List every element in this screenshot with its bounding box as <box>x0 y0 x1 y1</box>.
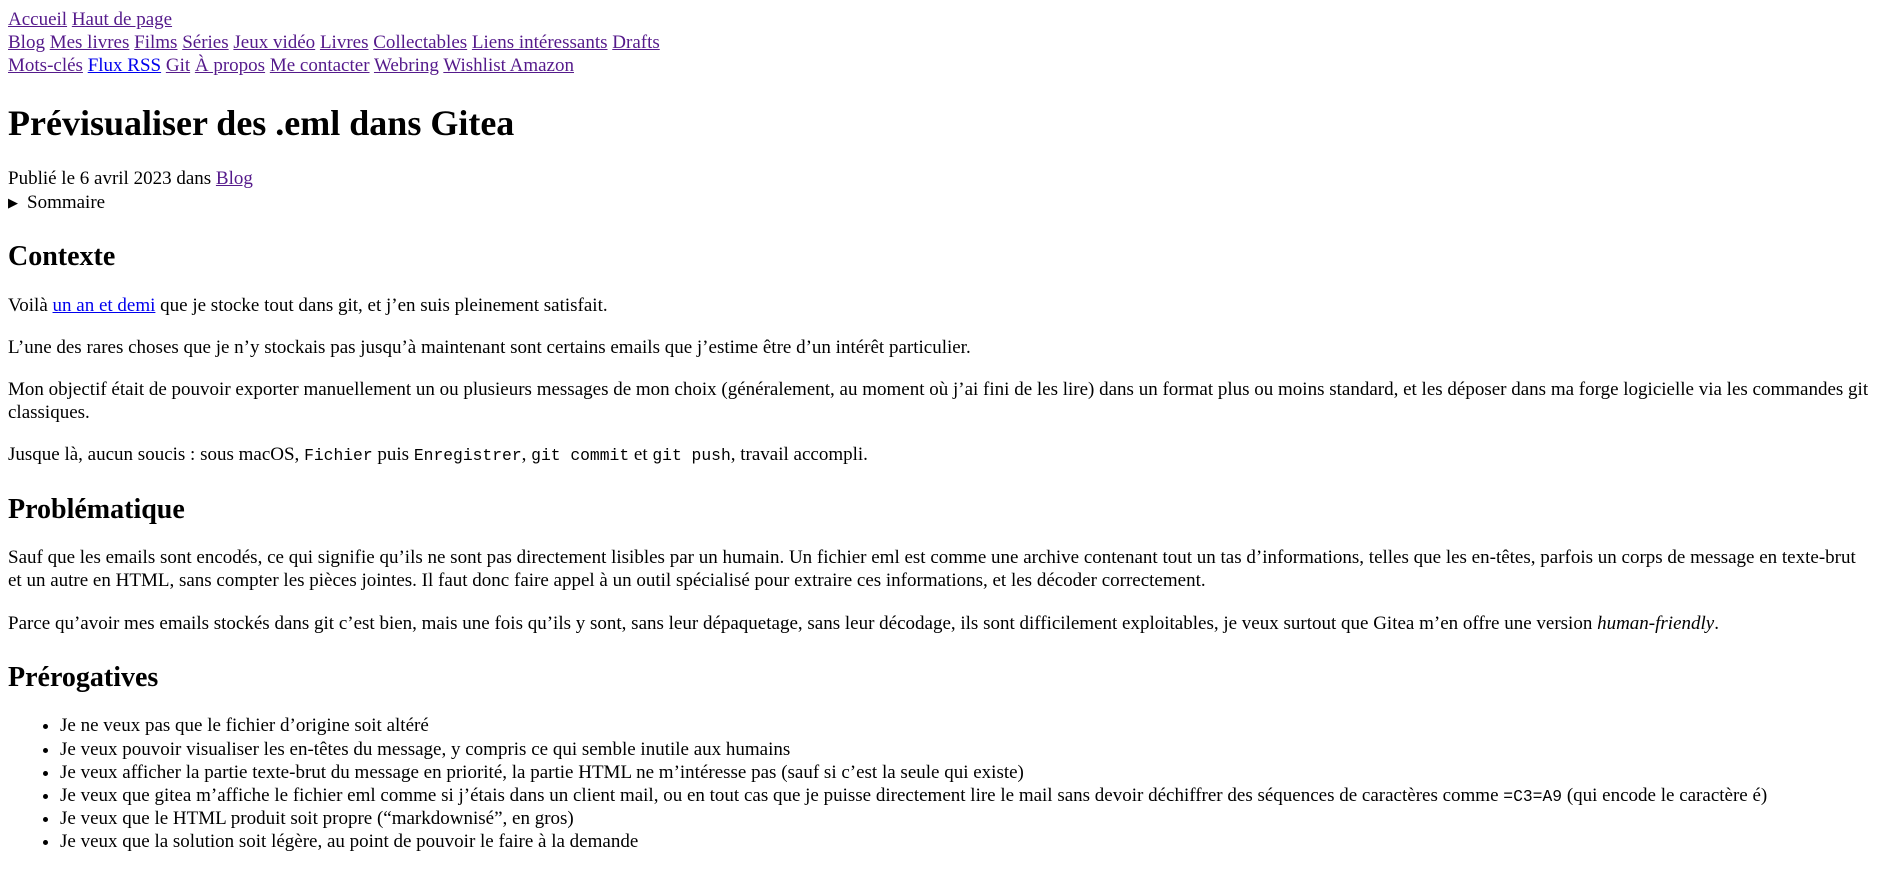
text-segment: Jusque là, aucun soucis : sous macOS, <box>8 444 305 466</box>
nav-link-collectables[interactable]: Collectables <box>373 32 468 54</box>
nav-row-2 <box>8 31 1869 54</box>
list-item <box>60 784 1869 807</box>
published-line <box>8 167 1869 190</box>
emphasis-human-friendly: human-friendly <box>1597 612 1715 634</box>
paragraph-rares-choses: L’une des rares choses que je n’y stockais pas jusqu’à maintenant sont certains emails que j’estime être d’un intérêt particulier. <box>8 336 971 358</box>
list-item: • Je veux afficher la partie texte-brut du message en priorité, la partie HTML ne m’intéresse pas (sauf si c’est la seule qui existe) <box>60 761 1869 784</box>
code-fichier: Fichier <box>304 446 373 466</box>
nav-link-wishlist-amazon[interactable]: Wishlist Amazon <box>443 55 574 77</box>
text-segment: , <box>521 444 532 466</box>
prerogatives-list <box>8 714 1869 853</box>
paragraph-parce-que <box>8 612 1869 635</box>
nav-link-livres[interactable]: Livres <box>319 32 369 54</box>
nav-row-1 <box>8 8 1869 31</box>
text-segment: que je stocke tout dans git, et j’en suis pleinement satisfait. <box>155 294 608 316</box>
text-segment: Je veux que gitea m’affiche le fichier eml comme si j’étais dans un client mail, ou en tout cas que je puisse directement lire le mail sans devoir déchiffrer des séquences de caractères comme <box>60 784 1504 806</box>
page-title: Prévisualiser des .eml dans Gitea <box>8 102 515 143</box>
list-item: • Je veux pouvoir visualiser les en-têtes du message, y compris ce qui semble inutile aux humains <box>60 738 1869 761</box>
disclosure-triangle-icon: ▶ <box>8 195 18 210</box>
top-navigation <box>8 8 1869 78</box>
nav-link-films[interactable]: Films <box>134 32 178 54</box>
link-un-an-et-demi[interactable]: un an et demi <box>52 294 156 316</box>
text-segment: , travail accompli. <box>730 444 868 466</box>
nav-link-a-propos[interactable]: À propos <box>194 55 266 77</box>
code-enregistrer: Enregistrer <box>413 446 522 466</box>
nav-link-drafts[interactable]: Drafts <box>612 32 660 54</box>
nav-link-series[interactable]: Séries <box>182 32 229 54</box>
section-prerogatives <box>8 661 1869 854</box>
text-segment: Parce qu’avoir mes emails stockés dans git c’est bien, mais une fois qu’ils y sont, sans leur dépaquetage, sans leur décodage, ils sont difficilement exploitables, je veux surtout que Gitea m’en offre une version <box>8 612 1598 634</box>
nav-link-mes-livres[interactable]: Mes livres <box>49 32 130 54</box>
code-git-commit: git commit <box>531 446 630 466</box>
text-segment: puis <box>372 444 414 466</box>
text-segment: . <box>1714 612 1719 634</box>
code-quoted-printable: =C3=A9 <box>1503 786 1563 806</box>
nav-link-jeux-video[interactable]: Jeux vidéo <box>233 32 316 54</box>
list-item: • Je ne veux pas que le fichier d’origine soit altéré <box>60 714 1869 737</box>
paragraph-objectif: Mon objectif était de pouvoir exporter manuellement un ou plusieurs messages de mon choix (généralement, au moment où j’ai fini de les lire) dans un format plus ou moins standard, et les déposer dans ma forge logicielle via les commandes git classiques. <box>8 379 1869 424</box>
nav-link-accueil[interactable]: Accueil <box>8 9 68 30</box>
nav-link-mots-cles[interactable]: Mots-clés <box>8 55 83 77</box>
code-git-push: git push <box>652 446 731 466</box>
article <box>8 103 1869 854</box>
paragraph-voila <box>8 294 1869 317</box>
nav-link-blog[interactable]: Blog <box>8 32 45 54</box>
table-of-contents <box>8 191 1869 214</box>
toc-label: Sommaire <box>27 192 106 213</box>
section-problematique <box>8 493 1869 635</box>
text-segment: et <box>629 444 653 466</box>
toc-summary[interactable] <box>8 191 1869 214</box>
text-segment: (qui encode le caractère é) <box>1562 784 1768 806</box>
nav-link-webring[interactable]: Webring <box>373 55 439 77</box>
nav-link-git[interactable]: Git <box>165 55 191 77</box>
list-item: • Je veux que le HTML produit soit propre (“markdownisé”, en gros) <box>60 807 1869 830</box>
category-link-blog[interactable]: Blog <box>215 167 253 189</box>
section-contexte <box>8 240 1869 466</box>
nav-link-me-contacter[interactable]: Me contacter <box>269 55 370 77</box>
nav-link-flux-rss[interactable]: Flux RSS <box>87 55 162 77</box>
nav-link-liens-interessants[interactable]: Liens intéressants <box>471 32 608 54</box>
list-item: • Je veux que la solution soit légère, au point de pouvoir le faire à la demande <box>60 830 1869 853</box>
paragraph-sauf-que: Sauf que les emails sont encodés, ce qui signifie qu’ils ne sont pas directement lisibles par un humain. Un fichier eml est comme une archive contenant tout un tas d’informations, telles que les en-têtes, parfois un corps de message en texte-brut et un autre en HTML, sans compter les pièces jointes. Il faut donc faire appel à un outil spécialisé pour extraire ces informations, et les décoder correctement. <box>8 547 1856 592</box>
nav-row-3 <box>8 54 1869 77</box>
section-heading-prerogatives: Prérogatives <box>8 661 159 693</box>
text-segment: Voilà <box>8 294 53 316</box>
section-heading-contexte: Contexte <box>8 241 116 273</box>
paragraph-jusque-la <box>8 443 1869 466</box>
published-text: Publié le 6 avril 2023 dans <box>8 167 216 189</box>
section-heading-problematique: Problématique <box>8 493 185 525</box>
nav-link-haut-de-page[interactable]: Haut de page <box>71 9 173 30</box>
